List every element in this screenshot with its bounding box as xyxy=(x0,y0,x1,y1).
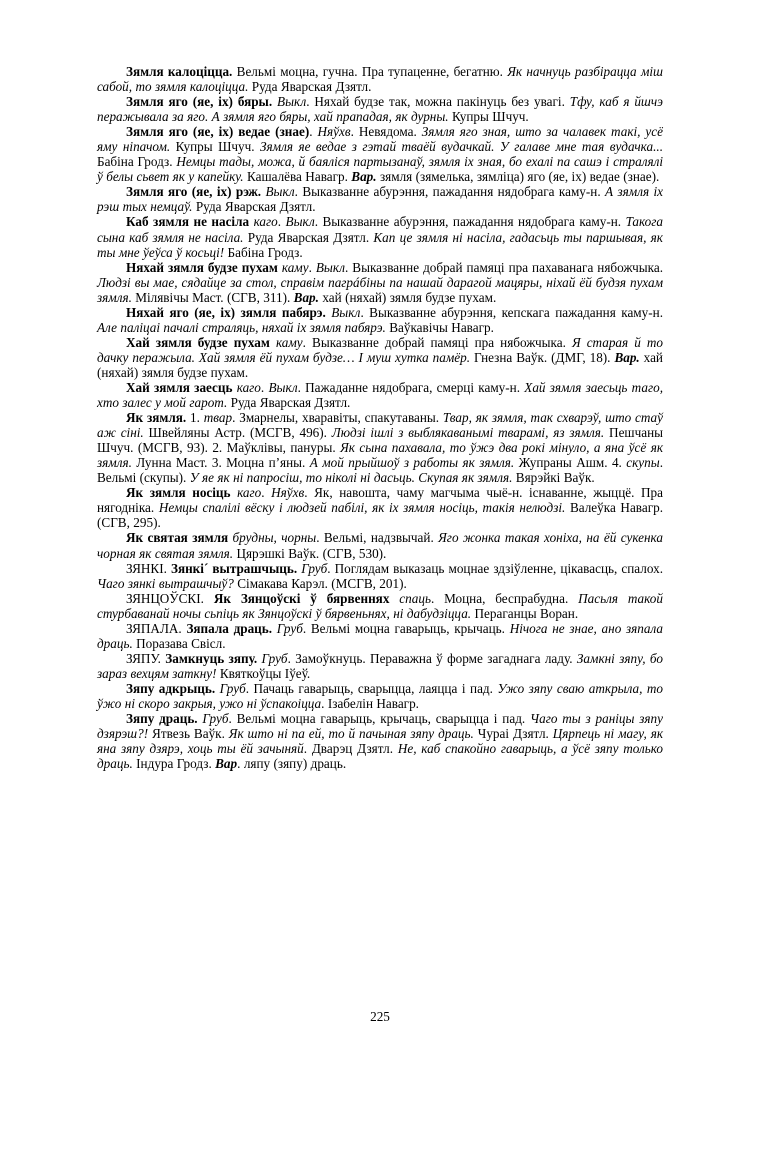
entry-text: Руда Яварская Дзятл. xyxy=(227,395,351,411)
entry-headword: Зяпу драць. xyxy=(126,711,198,727)
entry-text: Руда Яварская Дзятл. xyxy=(248,79,372,95)
entry-italic-text: Кап це зямля ні насіла, гадасьць ты паршывая, як ты мне ўеўса ў косьці! xyxy=(97,229,663,260)
dictionary-entry xyxy=(97,530,663,560)
entry-text: . Поглядам выказаць моцнае здзіўленне, цікавасць, спалох. xyxy=(327,560,664,576)
entry-italic-text: Немцы спалілі вёску і людзей пабілі, як іх зямля носіць, такія нелюдзі. xyxy=(158,500,566,516)
dictionary-entry xyxy=(97,305,663,335)
dictionary-entry xyxy=(97,260,663,305)
entry-text: . xyxy=(277,214,286,230)
entry-headword: Зяпу адкрыць. xyxy=(126,680,216,696)
dictionary-entry xyxy=(97,711,663,771)
entry-italic-text: Пасьля такой стурбаванай ночы сьпіць як Зянцоўскі ў бярвеньнях, ні дабудзіцца. xyxy=(97,590,663,621)
entry-text: ЗЯПУ. xyxy=(126,650,166,666)
dictionary-entry xyxy=(97,561,663,591)
entry-headword: Каб зямля не насіла xyxy=(126,214,250,230)
entry-text: . Выказванне добрай памяці пра пахаванага нябожчыка. xyxy=(345,259,664,275)
entry-italic-text: Ужо зяпу сваю аткрыла, то ўжо ні скоро закрыя, ужо ні ўспакоіцца xyxy=(97,680,664,711)
entry-text: хай (няхай) зямля будзе пухам. xyxy=(318,289,497,305)
entry-italic-text: Яго жонка такая хоніха, на ёй сукенка чорная як святая зямля. xyxy=(97,530,663,561)
entry-text: Пешчаны Шчуч. (МСГВ, 93). 2. Маўклівы, пануры. xyxy=(97,425,663,456)
entry-italic-text: каму xyxy=(269,334,303,350)
entry-italic-text: Але паліцаі пачалі страляць, няхай іх зямля пабярэ. xyxy=(97,319,386,335)
entry-text: ЗЯНКІ. xyxy=(126,560,171,576)
dictionary-entry xyxy=(97,184,663,214)
entries-column xyxy=(97,64,663,771)
entry-italic-text: скупы xyxy=(626,455,660,471)
entry-italic-text: Нічога не знае, ано зяпала драць. xyxy=(97,620,663,651)
entry-italic-text: Такога сына каб зямля не насіла. xyxy=(97,214,664,245)
entry-italic-text: Як што ні па ей, то й пачыная зяпу драць. xyxy=(228,726,474,742)
entry-italic-text: Груб xyxy=(272,620,303,636)
entry-italic-text: Няўхв xyxy=(317,124,351,140)
entry-text: Сімакава Карэл. (МСГВ, 201). xyxy=(233,575,407,591)
entry-headword: Як святая зямля xyxy=(126,530,229,546)
entry-headword: Зямля яго (яе, іх) ведае (знае) xyxy=(126,124,310,140)
entry-text: хай (няхай) зямля будзе пухам. xyxy=(97,349,663,380)
dictionary-entry xyxy=(97,335,663,380)
entry-variant-marker: Вар. xyxy=(293,289,319,305)
entry-italic-text: каго xyxy=(232,379,261,395)
entry-text: . xyxy=(308,259,316,275)
entry-text: Цярэшкі Ваўк. (СГВ, 530). xyxy=(233,545,387,561)
entry-text: . Змарнелы, хваравіты, спакутаваны. xyxy=(232,410,443,426)
entry-headword: Як зямля носіць xyxy=(126,485,231,501)
entry-italic-text: Як сына пахавала, то ўжэ два рокі мінуло, а яна ўсё як зямля. xyxy=(97,440,663,471)
entry-variant-marker: Вар. xyxy=(351,169,377,185)
entry-text: Ятвезь Ваўк. xyxy=(148,726,229,742)
entry-text: . Невядома. xyxy=(350,124,422,140)
entry-text: . Выказванне абурэння, кепскага пажадання каму-н. xyxy=(360,304,663,320)
entry-italic-text: Чаго ты з раніцы зяпу дзярэш?! xyxy=(97,711,664,742)
entry-text: Бабіна Гродз. xyxy=(224,244,303,260)
entry-text: Чураі Дзятл. xyxy=(473,726,553,742)
entry-italic-text: А мой прыйшоў з работы як зямля. xyxy=(309,455,515,471)
dictionary-entry xyxy=(97,64,663,94)
entry-headword: Як зямля. xyxy=(126,410,187,426)
entry-italic-text: Выкл xyxy=(261,184,295,200)
entry-italic-text: Людзі ішлі з выблякаванымі тварамі, яз зямля. xyxy=(331,425,605,441)
entry-text: Жупраны Ашм. 4. xyxy=(514,455,627,471)
dictionary-entry xyxy=(97,485,663,530)
entry-italic-text: Я старая й то дачку перажыла. Хай зямля ёй пухам будзе… І муш хутка памёр. xyxy=(97,334,663,365)
entry-text: Гнезна Ваўк. (ДМГ, 18). xyxy=(470,349,615,365)
entry-italic-text: Немцы тады, можа, й баяліся партызанаў, зямля іх зная, бо ехалі па сашэ і стралялі ў белы сьвет як у капейку. xyxy=(97,154,664,185)
entry-italic-text: Няўхв xyxy=(271,485,305,501)
entry-text: Поразава Свісл. xyxy=(132,635,226,651)
entry-italic-text: А зямля іх рэш тых немцаў. xyxy=(97,184,663,215)
entry-italic-text: Груб xyxy=(215,680,246,696)
entry-text: Пераганцы Воран. xyxy=(471,605,579,621)
entry-text: ЗЯПАЛА. xyxy=(126,620,187,636)
entry-text: Руда Яварская Дзятл. xyxy=(243,229,374,245)
dictionary-entry xyxy=(97,410,663,485)
entry-text: . Дварэц Дзятл. xyxy=(303,741,398,757)
entry-text: Швейляны Астр. (МСГВ, 496). xyxy=(143,425,332,441)
entry-italic-text: У яе як ні папросіш, то ніколі ні дасьць. Скупая як зямля. xyxy=(189,470,513,486)
entry-italic-text: Хай зямля заесьць таго, хто залес у мой гарот. xyxy=(97,379,663,411)
entry-italic-text: Чаго зянкі вытрашчыў? xyxy=(97,575,234,591)
entry-italic-text: спаць xyxy=(389,590,431,606)
entry-italic-text: Груб xyxy=(297,560,328,576)
entry-italic-text: Выкл xyxy=(325,304,361,320)
entry-headword: Як Зянцоўскі ў бярвеннях xyxy=(213,590,390,606)
entry-headword: Хай зямля будзе пухам xyxy=(126,334,270,350)
entry-headword: Зянкі´ вытрашчыць. xyxy=(170,560,298,576)
dictionary-entry xyxy=(97,214,663,259)
entry-text: зямля (зямелька, зямліца) яго (яе, іх) ведае (знае). xyxy=(376,169,660,185)
entry-variant-marker: Вар xyxy=(215,756,238,772)
entry-text: Вельмі моцна, гучна. Пра тупаценне, бегатню. xyxy=(232,64,508,79)
entry-text: . Як, навошта, чаму магчыма чыё-н. існаванне, жыццё. Пра нягодніка. xyxy=(97,485,663,516)
entry-text: . Пажаданне нядобрага, смерці каму-н. xyxy=(297,379,525,395)
entry-text: Купры Шчуч. xyxy=(170,139,261,155)
dictionary-entry xyxy=(97,591,663,621)
entry-text: Купры Шчуч. xyxy=(448,109,529,125)
dictionary-entry xyxy=(97,380,663,410)
entry-italic-text: Цярпець ні магу, як яна зяпу дзярэ, хоць ты ёй зачыняй xyxy=(97,726,663,757)
entry-text: . xyxy=(261,485,272,501)
entry-italic-text: Груб xyxy=(257,650,288,666)
entry-italic-text: брудны, чорны xyxy=(228,530,317,546)
entry-italic-text: Як начнуць разбірацца міш сабой, то зямля калоціцца. xyxy=(97,64,663,95)
entry-text: . Ізабелін Навагр. xyxy=(321,695,419,711)
dictionary-entry xyxy=(97,621,663,651)
entry-italic-text: твар xyxy=(203,410,233,426)
entry-text: . xyxy=(260,379,269,395)
entry-headword: Замкнуць зяпу. xyxy=(165,650,258,666)
entry-text: . Выказванне абурэння, пажадання нядобрага каму-н. xyxy=(294,184,606,200)
entry-text: . Вельмі (скупы). xyxy=(97,455,663,486)
entry-italic-text: Зямля яго зная, што за чалавек такі, усё яму ніпачом. xyxy=(97,124,663,155)
entry-italic-text: Твар, як зямля, так схварэў, што стаў аж сіні. xyxy=(97,410,663,441)
entry-italic-text: каго xyxy=(249,214,278,230)
entry-text: . Вельмі, надзвычай. xyxy=(316,530,439,546)
entry-text: . Вельмі моцна гаварыць, крычаць, сварыцца і пад. xyxy=(228,711,531,727)
entry-text: . Вельмі моцна гаварыць, крычаць. xyxy=(302,620,510,636)
entry-italic-text: Замкні зяпу, бо зараз вехцям заткну! xyxy=(97,650,663,681)
entry-text: . Выказванне добрай памяці пра нябожчыка. xyxy=(302,334,572,350)
entry-italic-text: Не, каб спакойно гаварыць, а ўсё зяпу только драць. xyxy=(97,741,664,772)
entry-headword: Зямля яго (яе, іх) бяры. xyxy=(126,94,273,110)
entry-text: . Замоўкнуць. Пераважна ў форме загаднага ладу. xyxy=(287,650,577,666)
entry-text: ЗЯНЦОЎСКІ. xyxy=(126,590,214,606)
entry-italic-text: каго xyxy=(230,485,262,501)
entry-italic-text: Выкл xyxy=(272,94,307,110)
entry-text: . Няхай будзе так, можна пакінуць без увагі. xyxy=(306,94,570,110)
entry-italic-text: Тфу, каб я йшчэ перажывала за яго. А зямля яго бяры, хай прападая, як дурны. xyxy=(97,94,663,125)
entry-text: Вярэйкі Ваўк. xyxy=(512,470,595,486)
entry-text: Кашалёва Навагр. xyxy=(243,169,352,185)
entry-text: Ваўкавічы Навагр. xyxy=(385,319,494,335)
entry-text: . Моцна, беспрабудна. xyxy=(430,590,579,606)
entry-italic-text: Зямля яе ведае з гэтай тваёй вудачкай. У галаве мне тая вудачка... xyxy=(260,139,663,155)
entry-text: . Пачаць гаварыць, сварыцца, лаяцца і пад. xyxy=(245,680,498,696)
entry-headword: Зямля яго (яе, іх) рэж. xyxy=(126,184,262,200)
entry-italic-text: Выкл xyxy=(285,214,315,230)
entry-text: . Выказванне абурэння, пажадання нядобрага каму-н. xyxy=(314,214,626,230)
entry-italic-text: Выкл xyxy=(315,259,346,275)
entry-variant-marker: Вар. xyxy=(614,349,640,365)
entry-headword: Няхай зямля будзе пухам xyxy=(126,259,278,275)
entry-text: . ляпу (зяпу) драць. xyxy=(237,756,347,772)
entry-italic-text: Выкл xyxy=(268,379,298,395)
entry-italic-text: Людзі вы мае, сядайце за стол, справім пагрáбіны па нашай дарагой мацяры, ніхай ёй будзя пухам зямля. xyxy=(97,274,663,305)
page-number: 225 xyxy=(370,1009,390,1024)
entry-text: 1. xyxy=(186,410,204,426)
entry-text: . xyxy=(309,124,318,140)
entry-text: Квяткоўцы Іўеў. xyxy=(216,665,311,681)
entry-text: Руда Яварская Дзятл. xyxy=(192,199,316,215)
entry-text: Лунна Маст. 3. Моцна п’яны. xyxy=(131,455,310,471)
entry-headword: Зяпала драць. xyxy=(186,620,273,636)
entry-italic-text: каму xyxy=(277,259,309,275)
entry-text: Валеўка Навагр. (СГВ, 295). xyxy=(97,500,664,531)
entry-text: Індура Гродз. xyxy=(132,756,216,772)
entry-headword: Хай зямля заесць xyxy=(126,379,233,395)
entry-text: Мілявічы Маст. (СГВ, 311). xyxy=(131,289,294,305)
entry-text: Бабіна Гродз. xyxy=(97,154,177,170)
dictionary-entry xyxy=(97,94,663,124)
entry-italic-text: Груб xyxy=(197,711,229,727)
dictionary-entry xyxy=(97,651,663,681)
dictionary-entry xyxy=(97,124,663,184)
entry-headword: Няхай яго (яе, іх) зямля пабярэ. xyxy=(126,304,326,320)
dictionary-entry xyxy=(97,681,663,711)
entry-headword: Зямля калоціцца. xyxy=(126,64,233,79)
